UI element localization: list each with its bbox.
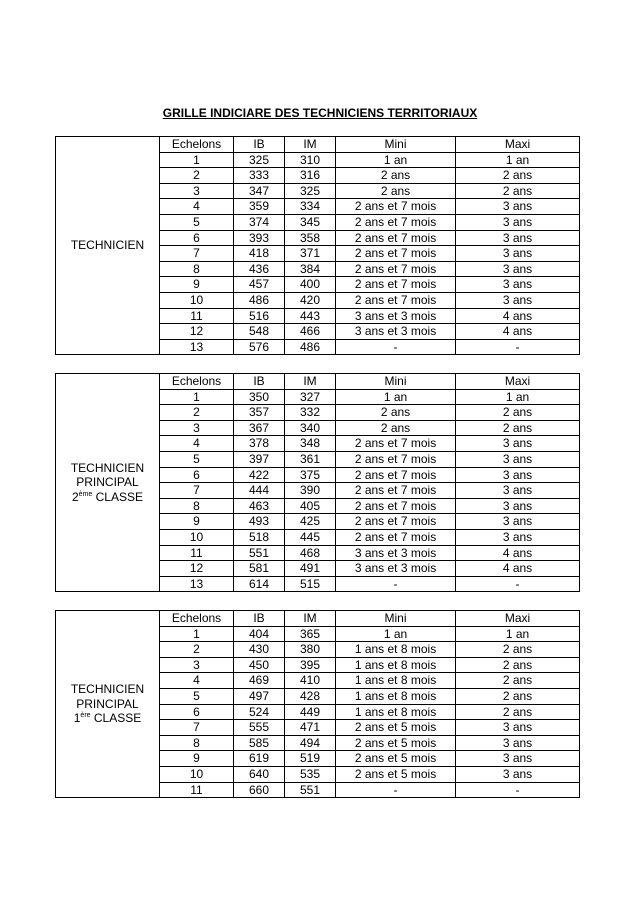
grade-class-word: CLASSE [95,489,143,504]
echelon-cell: 12 [160,324,234,340]
column-header: Echelons [160,611,234,627]
maxi-cell: - [456,782,580,798]
maxi-cell: 3 ans [456,230,580,246]
maxi-cell: 4 ans [456,561,580,577]
echelon-cell: 3 [160,420,234,436]
echelon-cell: 5 [160,451,234,467]
column-header: Mini [336,137,456,153]
echelon-cell: 7 [160,246,234,262]
column-header: IB [234,137,285,153]
maxi-cell: 2 ans [456,420,580,436]
mini-cell: 2 ans et 7 mois [336,529,456,545]
im-cell: 358 [285,230,336,246]
maxi-cell: 2 ans [456,405,580,421]
mini-cell: 3 ans et 3 mois [336,308,456,324]
column-header: Maxi [456,611,580,627]
grade-name-line: TECHNICIEN [70,460,145,475]
im-cell: 390 [285,483,336,499]
maxi-cell: 3 ans [456,720,580,736]
im-cell: 348 [285,436,336,452]
ib-cell: 576 [234,339,285,355]
im-cell: 519 [285,751,336,767]
echelon-cell: 1 [160,152,234,168]
im-cell: 428 [285,688,336,704]
grade-name-line: PRINCIPAL [76,696,139,711]
ib-cell: 374 [234,214,285,230]
im-cell: 471 [285,720,336,736]
maxi-cell: 2 ans [456,688,580,704]
column-header: Echelons [160,374,234,390]
ib-cell: 393 [234,230,285,246]
mini-cell: 3 ans et 3 mois [336,324,456,340]
maxi-cell: - [456,339,580,355]
header-row [56,137,580,153]
echelon-cell: 1 [160,626,234,642]
column-header: IM [285,611,336,627]
im-cell: 371 [285,246,336,262]
ib-cell: 430 [234,642,285,658]
ib-cell: 347 [234,183,285,199]
im-cell: 316 [285,168,336,184]
mini-cell: - [336,339,456,355]
echelon-cell: 8 [160,261,234,277]
grade-name-line: TECHNICIEN [70,238,145,253]
im-cell: 375 [285,467,336,483]
echelon-cell: 2 [160,642,234,658]
maxi-cell: 4 ans [456,324,580,340]
echelon-cell: 3 [160,183,234,199]
ib-cell: 497 [234,688,285,704]
mini-cell: 2 ans et 7 mois [336,230,456,246]
ib-cell: 357 [234,405,285,421]
mini-cell: 1 ans et 8 mois [336,704,456,720]
maxi-cell: 3 ans [456,514,580,530]
mini-cell: 1 ans et 8 mois [336,673,456,689]
ib-cell: 436 [234,261,285,277]
maxi-cell: 3 ans [456,261,580,277]
ib-cell: 614 [234,576,285,592]
mini-cell: 1 ans et 8 mois [336,642,456,658]
grade-name [56,374,160,592]
echelon-cell: 10 [160,766,234,782]
maxi-cell: 3 ans [456,214,580,230]
column-header: Mini [336,374,456,390]
echelon-cell: 7 [160,720,234,736]
echelon-cell: 2 [160,405,234,421]
ib-cell: 333 [234,168,285,184]
maxi-cell: 2 ans [456,673,580,689]
mini-cell: 2 ans et 5 mois [336,751,456,767]
ib-cell: 493 [234,514,285,530]
echelon-cell: 6 [160,467,234,483]
im-cell: 384 [285,261,336,277]
echelon-cell: 11 [160,782,234,798]
echelon-cell: 13 [160,576,234,592]
maxi-cell: 3 ans [456,199,580,215]
ib-cell: 555 [234,720,285,736]
ib-cell: 444 [234,483,285,499]
maxi-cell: 3 ans [456,451,580,467]
maxi-cell: 3 ans [456,751,580,767]
ib-cell: 418 [234,246,285,262]
maxi-cell: 3 ans [456,529,580,545]
mini-cell: 2 ans et 5 mois [336,735,456,751]
grade-table-technicien-principal-2e-classe [55,373,580,592]
echelon-cell: 3 [160,657,234,673]
column-header: IM [285,137,336,153]
ib-cell: 397 [234,451,285,467]
mini-cell: 2 ans et 7 mois [336,214,456,230]
im-cell: 332 [285,405,336,421]
im-cell: 395 [285,657,336,673]
im-cell: 445 [285,529,336,545]
ib-cell: 551 [234,545,285,561]
echelon-cell: 7 [160,483,234,499]
grade-name [56,611,160,798]
grade-class-number: 1 [73,711,81,726]
ib-cell: 378 [234,436,285,452]
mini-cell: 2 ans [336,183,456,199]
echelon-cell: 12 [160,561,234,577]
im-cell: 551 [285,782,336,798]
echelon-cell: 4 [160,673,234,689]
grade-name-line: PRINCIPAL [76,475,139,490]
mini-cell: 2 ans et 7 mois [336,498,456,514]
im-cell: 449 [285,704,336,720]
im-cell: 515 [285,576,336,592]
im-cell: 334 [285,199,336,215]
maxi-cell: - [456,576,580,592]
mini-cell: 2 ans [336,420,456,436]
maxi-cell: 2 ans [456,657,580,673]
maxi-cell: 3 ans [456,498,580,514]
ib-cell: 660 [234,782,285,798]
mini-cell: 2 ans et 7 mois [336,199,456,215]
column-header: Maxi [456,374,580,390]
maxi-cell: 3 ans [456,246,580,262]
mini-cell: 2 ans et 7 mois [336,246,456,262]
echelon-cell: 5 [160,688,234,704]
maxi-cell: 1 an [456,389,580,405]
echelon-cell: 6 [160,704,234,720]
echelon-cell: 10 [160,292,234,308]
ib-cell: 457 [234,277,285,293]
mini-cell: 2 ans [336,405,456,421]
im-cell: 410 [285,673,336,689]
mini-cell: 2 ans et 7 mois [336,436,456,452]
maxi-cell: 3 ans [456,436,580,452]
maxi-cell: 4 ans [456,308,580,324]
mini-cell: 1 an [336,152,456,168]
echelon-cell: 8 [160,735,234,751]
mini-cell: 2 ans et 5 mois [336,766,456,782]
ib-cell: 640 [234,766,285,782]
echelon-cell: 4 [160,436,234,452]
echelon-cell: 9 [160,514,234,530]
maxi-cell: 1 an [456,152,580,168]
column-header: Maxi [456,137,580,153]
echelon-cell: 8 [160,498,234,514]
grade-table-technicien-principal-1re-classe [55,610,580,798]
maxi-cell: 2 ans [456,168,580,184]
grade-class-ordinal: ère [80,712,91,720]
ib-cell: 581 [234,561,285,577]
im-cell: 491 [285,561,336,577]
mini-cell: 1 an [336,626,456,642]
page-title: GRILLE INDICIARE DES TECHNICIENS TERRITORIAUX [162,106,478,120]
im-cell: 486 [285,339,336,355]
header-row [56,374,580,390]
ib-cell: 486 [234,292,285,308]
im-cell: 325 [285,183,336,199]
im-cell: 466 [285,324,336,340]
ib-cell: 422 [234,467,285,483]
echelon-cell: 10 [160,529,234,545]
ib-cell: 516 [234,308,285,324]
ib-cell: 463 [234,498,285,514]
maxi-cell: 3 ans [456,467,580,483]
ib-cell: 469 [234,673,285,689]
mini-cell: 2 ans et 7 mois [336,451,456,467]
im-cell: 380 [285,642,336,658]
echelon-cell: 2 [160,168,234,184]
mini-cell: 1 ans et 8 mois [336,657,456,673]
grade-class-ordinal: ème [78,490,93,498]
echelon-cell: 9 [160,751,234,767]
mini-cell: 3 ans et 3 mois [336,561,456,577]
column-header: Mini [336,611,456,627]
maxi-cell: 1 an [456,626,580,642]
im-cell: 535 [285,766,336,782]
mini-cell: 3 ans et 3 mois [336,545,456,561]
column-header: IB [234,611,285,627]
im-cell: 310 [285,152,336,168]
maxi-cell: 2 ans [456,642,580,658]
im-cell: 327 [285,389,336,405]
column-header: IM [285,374,336,390]
im-cell: 405 [285,498,336,514]
mini-cell: 2 ans et 7 mois [336,277,456,293]
mini-cell: 2 ans et 7 mois [336,483,456,499]
echelon-cell: 11 [160,308,234,324]
echelon-cell: 5 [160,214,234,230]
im-cell: 365 [285,626,336,642]
mini-cell: 2 ans et 7 mois [336,292,456,308]
echelon-cell: 9 [160,277,234,293]
ib-cell: 518 [234,529,285,545]
column-header: Echelons [160,137,234,153]
ib-cell: 524 [234,704,285,720]
header-row [56,611,580,627]
im-cell: 340 [285,420,336,436]
grade-name-line: TECHNICIEN [70,682,145,697]
echelon-cell: 11 [160,545,234,561]
ib-cell: 325 [234,152,285,168]
mini-cell: 1 ans et 8 mois [336,688,456,704]
mini-cell: 2 ans et 5 mois [336,720,456,736]
mini-cell: - [336,782,456,798]
mini-cell: 2 ans [336,168,456,184]
echelon-cell: 1 [160,389,234,405]
mini-cell: 1 an [336,389,456,405]
ib-cell: 450 [234,657,285,673]
ib-cell: 404 [234,626,285,642]
maxi-cell: 3 ans [456,483,580,499]
maxi-cell: 3 ans [456,277,580,293]
maxi-cell: 2 ans [456,704,580,720]
mini-cell: 2 ans et 7 mois [336,467,456,483]
maxi-cell: 3 ans [456,292,580,308]
im-cell: 425 [285,514,336,530]
ib-cell: 350 [234,389,285,405]
ib-cell: 585 [234,735,285,751]
echelon-cell: 6 [160,230,234,246]
maxi-cell: 4 ans [456,545,580,561]
grade-name [56,137,160,355]
im-cell: 345 [285,214,336,230]
column-header: IB [234,374,285,390]
ib-cell: 367 [234,420,285,436]
grade-table-technicien [55,136,580,355]
maxi-cell: 3 ans [456,766,580,782]
echelon-cell: 13 [160,339,234,355]
maxi-cell: 3 ans [456,735,580,751]
im-cell: 420 [285,292,336,308]
im-cell: 494 [285,735,336,751]
mini-cell: - [336,576,456,592]
im-cell: 361 [285,451,336,467]
im-cell: 400 [285,277,336,293]
mini-cell: 2 ans et 7 mois [336,514,456,530]
im-cell: 468 [285,545,336,561]
ib-cell: 619 [234,751,285,767]
mini-cell: 2 ans et 7 mois [336,261,456,277]
ib-cell: 359 [234,199,285,215]
echelon-cell: 4 [160,199,234,215]
grade-class-word: CLASSE [93,711,142,726]
im-cell: 443 [285,308,336,324]
maxi-cell: 2 ans [456,183,580,199]
ib-cell: 548 [234,324,285,340]
grade-class-number: 2 [71,489,79,504]
